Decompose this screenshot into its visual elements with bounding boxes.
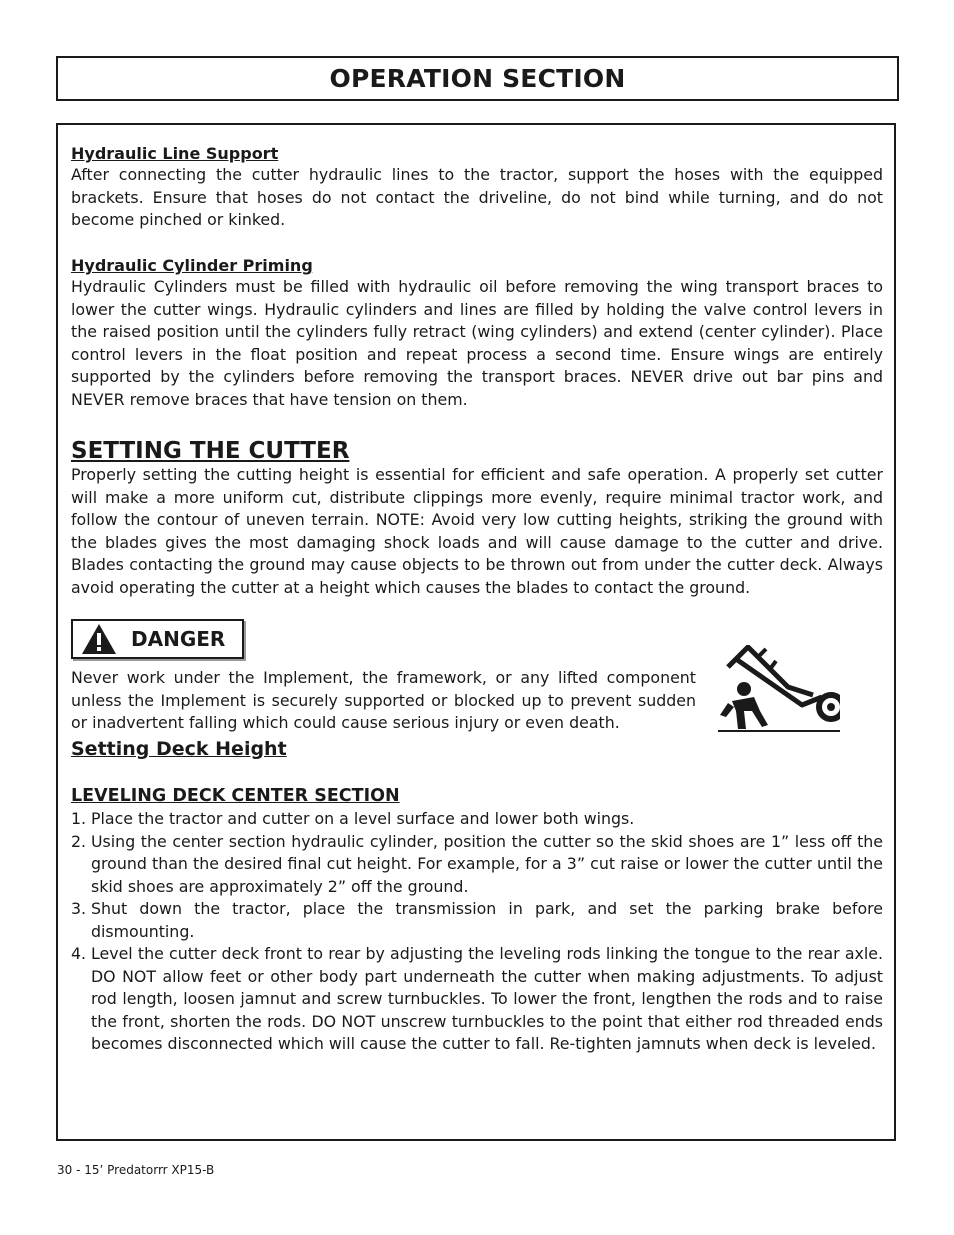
hydraulic-line-support-heading: Hydraulic Line Support bbox=[71, 144, 279, 163]
hydraulic-line-support-section bbox=[71, 144, 883, 232]
danger-label-box bbox=[71, 619, 244, 659]
step-number: 3. bbox=[71, 899, 87, 918]
warning-triangle-icon bbox=[81, 623, 117, 655]
step-text: Using the center section hydraulic cylinder, position the cutter so the skid shoes are 1” less off the ground than the desired final cut height. For example, for a 3” cut raise or lower the cutter until the skid shoes are approximately 2” off the ground. bbox=[91, 831, 883, 896]
hydraulic-cylinder-priming-heading: Hydraulic Cylinder Priming bbox=[71, 256, 313, 275]
page-title: OPERATION SECTION bbox=[329, 64, 626, 93]
hydraulic-cylinder-priming-section bbox=[71, 256, 883, 411]
content-box bbox=[56, 123, 896, 1141]
setting-the-cutter-heading: SETTING THE CUTTER bbox=[71, 438, 350, 464]
crush-hazard-pictogram bbox=[718, 645, 840, 733]
page-footer: 30 - 15’ Predatorrr XP15-B bbox=[57, 1163, 215, 1177]
leveling-deck-section bbox=[71, 785, 883, 807]
hydraulic-line-support-body: After connecting the cutter hydraulic lines to the tractor, support the hoses with the equipped brackets. Ensure that hoses do not contact the driveline, do not bind while turning, and do not become pinched or kinked. bbox=[71, 165, 883, 229]
step-number: 1. bbox=[71, 809, 87, 828]
setting-deck-height-heading: Setting Deck Height bbox=[71, 738, 287, 760]
list-item bbox=[71, 898, 883, 943]
step-text: Place the tractor and cutter on a level surface and lower both wings. bbox=[91, 809, 635, 828]
step-text: Shut down the tractor, place the transmission in park, and set the parking brake before dismounting. bbox=[91, 899, 883, 941]
hydraulic-cylinder-priming-body: Hydraulic Cylinders must be filled with hydraulic oil before removing the wing transport braces to lower the cutter wings. Hydraulic cylinders and lines are filled by holding the valve control levers in the raised position until the cylinders fully retract (wing cylinders) and extend (center cylinder). Place control levers in the float position and repeat process a second time. Ensure wings are entirely supported by the cylinders before removing the transport braces. NEVER drive out bar pins and NEVER remove braces that have tension on them. bbox=[71, 277, 883, 409]
setting-the-cutter-body: Properly setting the cutting height is essential for efficient and safe operation. A properly set cutter will make a more uniform cut, distribute clippings more evenly, require minimal tractor work, and follow the contour of uneven terrain. NOTE: Avoid very low cutting heights, striking the ground with the blades gives the most damaging shock loads and will cause damage to the cutter and drive. Blades contacting the ground may cause objects to be thrown out from under the cutter deck. Always avoid operating the cutter at a height which causes the blades to contact the ground. bbox=[71, 465, 883, 597]
step-number: 2. bbox=[71, 831, 87, 851]
step-number: 4. bbox=[71, 944, 87, 963]
list-item bbox=[71, 943, 883, 1056]
page-title-box bbox=[56, 56, 899, 101]
setting-the-cutter-section bbox=[71, 438, 883, 599]
step-text: Level the cutter deck front to rear by adjusting the leveling rods linking the tongue to the rear axle. DO NOT allow feet or other body part underneath the cutter when making adjustments. To adjust rod length, loosen jamnut and screw turnbuckles. To lower the front, lengthen the rods and to raise the front, shorten the rods. DO NOT unscrew turnbuckles to the point that either rod threaded ends becomes disconnected which will cause the cutter to fall. Re-tighten jamnuts when deck is leveled. bbox=[91, 944, 883, 1053]
list-item bbox=[71, 831, 883, 899]
leveling-deck-heading: LEVELING DECK CENTER SECTION bbox=[71, 786, 400, 806]
list-item bbox=[71, 808, 883, 831]
danger-label: DANGER bbox=[131, 627, 226, 651]
leveling-steps-list bbox=[71, 808, 883, 1056]
danger-warning-text: Never work under the Implement, the framework, or any lifted component unless the Implement is securely supported or blocked up to prevent sudden or inadvertent falling which could cause serious injury or even death. bbox=[71, 668, 696, 732]
